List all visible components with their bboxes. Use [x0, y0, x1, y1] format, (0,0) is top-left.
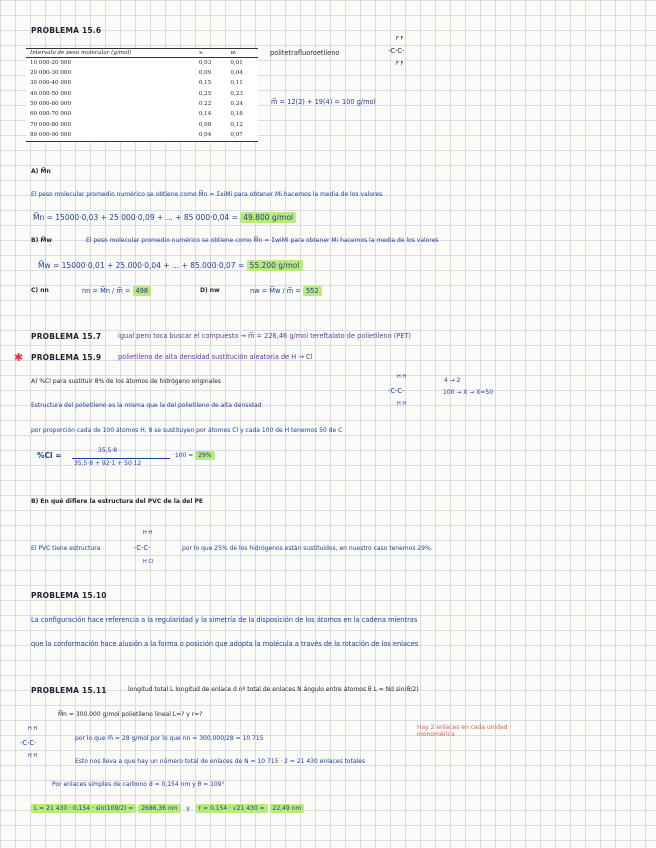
nw-equation: nw = M̅w / m̅ = — [250, 287, 301, 295]
pvc-struct-top: H H — [143, 530, 153, 536]
mn-equation: M̅n = 15000·0,03 + 25 000·0,09 + ... + 85 000·0,04 = — [33, 213, 238, 222]
part-b-text-159: B) En qué difiere la estructura del PVC de la del PE — [31, 498, 203, 505]
interval-cell: 10 000-20 000 — [30, 59, 72, 66]
col-wi: wᵢ — [226, 49, 258, 58]
part-c-label: C) nn — [31, 287, 49, 294]
polymer-name: politetrafluoroetileno — [270, 49, 340, 57]
final-results — [31, 806, 304, 812]
cl-result: 29% — [195, 451, 214, 460]
wi-cell: 0,11 — [230, 80, 243, 87]
part-d-equation — [250, 288, 322, 295]
nw-result: 552 — [303, 286, 322, 296]
part-a-text: El peso molecular promedio numérico se obtiene como M̅n = ΣxiMi para obtener Mi hacemos la media de los valores — [31, 191, 383, 198]
pvc-pre: El PVC tiene estructura — [31, 545, 101, 552]
cl-numerator: 35,5·8 — [98, 447, 118, 454]
xi-cell: 0,22 — [198, 100, 212, 107]
wi-cell: 0,18 — [230, 111, 243, 118]
wi-cell: 0,12 — [230, 121, 243, 128]
pe-struct-top: H H — [397, 374, 407, 380]
interval-cell: 70 000-80 000 — [30, 121, 72, 128]
interval-cell: 40 000-50 000 — [30, 90, 72, 97]
problem-15-7-text: igual pero toca buscar el compuesto → m̅ = 226,46 g/mol tereftalato de polietileno (PET) — [118, 332, 412, 340]
part-b-text: El peso molecular promedio numérico se obtiene como M̅n = ΣwiMi para obtener Mi hacemos la media de los valores — [86, 237, 439, 244]
xi-cell: 0,04 — [195, 130, 227, 141]
problem-15-9-subtitle: polietileno de alta densidad sustitución aleatoria de H → Cl — [118, 353, 313, 361]
interval-cell: 20 000-30 000 — [30, 69, 72, 76]
variables-definition: longitud total L longitud de enlace d nº total de enlaces N ángulo entre átomos θ L = Nd sin(θ/2) — [128, 686, 419, 693]
part-c-equation — [82, 288, 151, 295]
col-interval: Intervalo de peso molecular (g/mol) — [26, 49, 195, 58]
mw-equation: M̅w = 15000·0,01 + 25.000·0,04 + ... + 85.000·0,07 = — [38, 261, 245, 270]
length-equation: L = 21 430 · 0,154 · sin(109/2) = — [31, 804, 136, 813]
cl-times-100: ·100 = — [173, 452, 194, 459]
wi-cell: 0,04 — [230, 69, 243, 76]
xi-cell: 0,09 — [198, 69, 212, 76]
header-problema-15-11: PROBLEMA 15.11 — [31, 686, 107, 695]
header-problema-15-7: PROBLEMA 15.7 — [31, 332, 102, 341]
interval-cell: 50 000-60 000 — [30, 100, 72, 107]
table-row — [26, 69, 258, 79]
molecular-weight-table — [26, 48, 258, 142]
part-a-label: A) M̅n — [31, 168, 51, 175]
xi-cell: 0,08 — [198, 121, 212, 128]
wi-cell: 0,23 — [230, 90, 243, 97]
conformation-text: que la conformación hace alusión a la forma o posición que adopta la molécula a través de la rotación de los enlaces — [31, 640, 419, 648]
pvc-struct-bot: H Cl — [143, 559, 154, 565]
part-a-equation — [33, 214, 296, 222]
pvc-post: por lo que 25% de los hidrógenos están sustituidos, en nuestro caso tenemos 29%. — [182, 545, 433, 552]
cl-denominator: 35,5·8 + 92·1 + 50·12 — [74, 460, 142, 467]
monomer-count-line: por lo que m̅ = 28 g/mol por lo que nn = 300.000/28 = 10 715 — [75, 735, 264, 742]
pe-struct2-top: H H — [28, 726, 38, 732]
ratio-line-1: 4 → 2 — [444, 377, 461, 384]
ptfe-struct-mid: -C-C- — [388, 47, 405, 55]
table-row — [26, 120, 258, 130]
pvc-struct-mid: -C-C- — [134, 544, 151, 552]
part-d-label: D) nw — [200, 287, 220, 294]
wi-cell: 0,01 — [230, 59, 243, 66]
pe-struct2-bot: H H — [28, 753, 38, 759]
length-result: 2686,36 nm — [138, 804, 180, 813]
mn-result: 49.800 g/mol — [240, 212, 296, 223]
part-a-text-159: A) %Cl para sustituir 8% de los átomos de hidrógeno originales — [31, 378, 221, 385]
given-data: M̅n = 300.000 g/mol polietileno lineal L=? y r=? — [58, 711, 203, 718]
table-row — [26, 110, 258, 120]
and-word: y — [186, 805, 190, 812]
r-equation: r = 0,154 · √21 430 = — [196, 804, 268, 813]
structure-note: Estructura del polietileno es la misma que la del polietileno de alta densidad — [31, 402, 262, 409]
configuration-text: La configuración hace referencia a la regularidad y la simetría de la disposición de los átomos en la cadena mientras — [31, 616, 418, 624]
table-row — [26, 130, 258, 141]
monomer-mass: m̅ = 12(2) + 19(4) = 100 g/mol — [271, 98, 376, 106]
bond-params-line: Por enlaces simples de carbono d = 0,154 nm y θ = 109° — [52, 781, 225, 788]
interval-cell: 30 000-40 000 — [30, 80, 72, 87]
pe-struct-mid: -C-C- — [388, 387, 405, 395]
cl-percent-label: %Cl = — [37, 451, 62, 460]
xi-cell: 0,25 — [198, 90, 212, 97]
header-problema-15-10: PROBLEMA 15.10 — [31, 591, 107, 600]
nn-result: 498 — [133, 286, 152, 296]
ptfe-struct-bot: F F — [396, 61, 404, 67]
fraction-bar — [72, 458, 170, 459]
wi-cell: 0,07 — [226, 130, 258, 141]
xi-cell: 0,14 — [198, 111, 212, 118]
bond-count-line: Esto nos lleva a que hay un número total de enlaces de N = 10 715 · 2 = 21 430 enlaces totales — [75, 758, 366, 765]
table-row — [26, 89, 258, 99]
nn-equation: nn = M̅n / m̅ = — [82, 287, 131, 295]
interval-cell: 60 000-70 000 — [30, 111, 72, 118]
pe-struct2-mid: -C-C- — [20, 739, 37, 747]
header-problema-15-6: PROBLEMA 15.6 — [31, 26, 102, 35]
part-b-equation — [38, 262, 303, 270]
table-row — [26, 58, 258, 69]
pe-struct-bot: H H — [397, 401, 407, 407]
table-row — [26, 79, 258, 89]
table-row — [26, 99, 258, 109]
xi-cell: 0,03 — [198, 59, 212, 66]
mw-result: 55.200 g/mol — [247, 260, 303, 271]
part-b-label: B) M̅w — [31, 237, 52, 244]
interval-cell: 80 000-90 000 — [26, 130, 195, 141]
header-problema-15-9: PROBLEMA 15.9 — [31, 353, 102, 362]
proportion-note: por proporción cada de 100 átomos H, 8 se sustituyen por átomos Cl y cada 100 de H tenemos 50 de C — [31, 427, 343, 434]
r-result: 22,49 nm — [270, 804, 305, 813]
ratio-line-2: 100 → X → X=50 — [443, 389, 494, 396]
wi-cell: 0,24 — [230, 100, 243, 107]
star-icon: ✱ — [14, 351, 24, 364]
bonds-note: Hay 2 enlaces en cada unidad monomérica — [417, 724, 508, 739]
cl-tail — [173, 453, 215, 459]
col-xi: xᵢ — [195, 49, 227, 58]
ptfe-struct-top: F F — [396, 36, 404, 42]
xi-cell: 0,15 — [198, 80, 212, 87]
